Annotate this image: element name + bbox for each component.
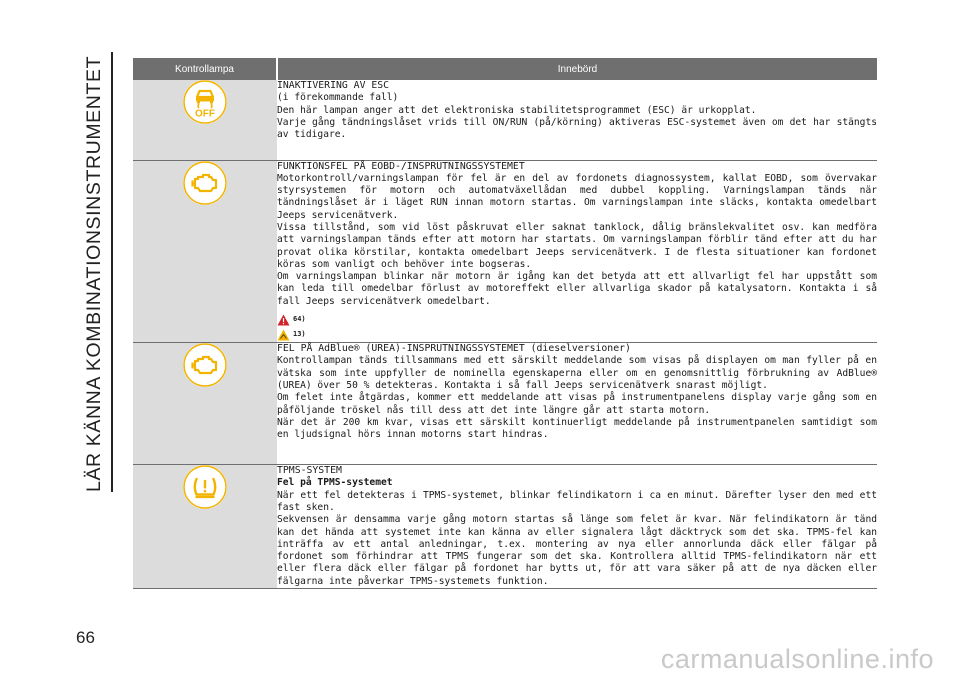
row-heading: FEL PÅ AdBlue® (UREA)-INSPRUTNINGSSYSTEMET (dieselversioner) xyxy=(277,343,631,355)
row-text: Om felet inte åtgärdas, kommer ett meddelande att visas på instrumentpanelens display varje gång som en påföljande tröskel nås till dess att det inte längre går att starta motorn. xyxy=(277,392,877,416)
row-text: När ett fel detekteras i TPMS-systemet, blinkar felindikatorn i ca en minut. Därefter lyser den med ett fast sken. xyxy=(277,489,877,513)
row-heading: FUNKTIONSFEL PÅ EOBD-/INSPRUTNINGSSYSTEMET xyxy=(277,160,525,172)
page-number: 66 xyxy=(76,628,95,647)
column-header-meaning: Innebörd xyxy=(277,58,877,80)
row-heading: INAKTIVERING AV ESC xyxy=(277,80,390,91)
meaning-cell xyxy=(277,160,877,343)
engine-check-icon xyxy=(183,161,227,205)
side-title-rule xyxy=(111,52,113,492)
meaning-cell xyxy=(277,343,877,465)
reference-number: 13) xyxy=(293,330,306,339)
row-text: Den här lampan anger att det elektroniska stabilitetsprogrammet (ESC) är urkopplat. xyxy=(277,104,757,116)
row-text: Vissa tillstånd, som vid löst påskruvat eller saknat tanklock, dålig bränslekvalitet osv. kan medföra att varningslampan tänds efter att motorn har startats. Om varningslampan förblir tänd efter att du har provat olika körstilar, kontakta omedelbart Jeeps servicenätverk. I de flesta situationer kan fordonet köras som vanligt och behöver inte bogseras. xyxy=(277,221,877,270)
row-text: Motorkontroll/varningslampan för fel är en del av fordonets diagnossystem, kallat EOBD, som övervakar styrsystemen för motorn och automatväxellådan med dubbel koppling. Varningslampan tänds när tändningslåset är i läget RUN innan motorn startas. Om varningslampan inte släcks, kontakta omedelbart Jeeps servicenätverk. xyxy=(277,172,877,221)
warning-lamp-table xyxy=(133,58,877,589)
table-row-tpms xyxy=(133,465,877,589)
lamp-cell xyxy=(133,80,277,160)
lamp-cell xyxy=(133,343,277,465)
side-chapter-title: LÄR KÄNNA KOMBINATIONSINSTRUMENTET xyxy=(83,55,105,492)
lamp-cell xyxy=(133,160,277,343)
esc-off-icon xyxy=(183,80,227,124)
column-header-lamp: Kontrollampa xyxy=(133,58,277,80)
caution-triangle-icon xyxy=(277,329,290,341)
engine-check-icon xyxy=(183,343,227,387)
row-heading: TPMS-SYSTEM xyxy=(277,465,342,477)
row-subheading: Fel på TPMS-systemet xyxy=(277,477,393,489)
table-row-eobd xyxy=(133,160,877,343)
watermark: carmanualsonline.info xyxy=(660,644,934,674)
reference-caution[interactable] xyxy=(277,327,877,342)
row-text: Sekvensen är densamma varje gång motorn startas så länge som felet är kvar. När felindikatorn är tänd kan det hända att systemet inte kan känna av eller signalera lågt däcktryck som det ska. TPMS-fel kan inträffa av ett antal anledningar, t.ex. montering av nya eller annorlunda däck eller fälgar på fordonet som förhindrar att TPMS fungerar som det ska. Kontrollera alltid TPMS-felindikatorn när ett eller flera däck eller fälgar på fordonet har bytts ut, för att vara säker på att de nya däcken eller fälgarna inte påverkar TPMS-systemets funktion. xyxy=(277,514,877,587)
row-text: Kontrollampan tänds tillsammans med ett särskilt meddelande som visas på displayen om man fyller på en vätska som inte uppfyller de nominella egenskaperna eller om en genomsnittlig förbrukning av AdBlue® (UREA) över 50 % detekteras. Kontakta i så fall Jeeps servicenätverk snarast möjligt. xyxy=(277,355,877,391)
tpms-icon xyxy=(183,465,227,509)
warning-triangle-icon xyxy=(277,314,290,326)
row-text: När det är 200 km kvar, visas ett särskilt kontinuerligt meddelande på instrumentpanelen samtidigt som en ljudsignal hörs innan motorns start hindras. xyxy=(277,416,877,441)
reference-list xyxy=(277,312,877,342)
row-text: Om varningslampan blinkar när motorn är igång kan det betyda att ett allvarligt fel har uppstått som kan leda till omedelbar förlust av motoreffekt eller allvarliga skador på katalysatorn. Kontakta i så fall Jeeps servicenätverk omedelbart. xyxy=(277,271,877,307)
esc-off-label: OFF xyxy=(195,108,215,120)
table-row-esc-off xyxy=(133,80,877,160)
meaning-cell xyxy=(277,465,877,589)
row-text: Varje gång tändningslåset vrids till ON/RUN (på/körning) aktiveras ESC-systemet även om det har stängts av tidigare. xyxy=(277,116,877,141)
lamp-cell xyxy=(133,465,277,589)
row-text: (i förekommande fall) xyxy=(277,92,399,104)
table-row-adblue xyxy=(133,343,877,465)
meaning-cell xyxy=(277,80,877,160)
reference-number: 64) xyxy=(293,315,306,324)
reference-warning[interactable] xyxy=(277,312,877,327)
